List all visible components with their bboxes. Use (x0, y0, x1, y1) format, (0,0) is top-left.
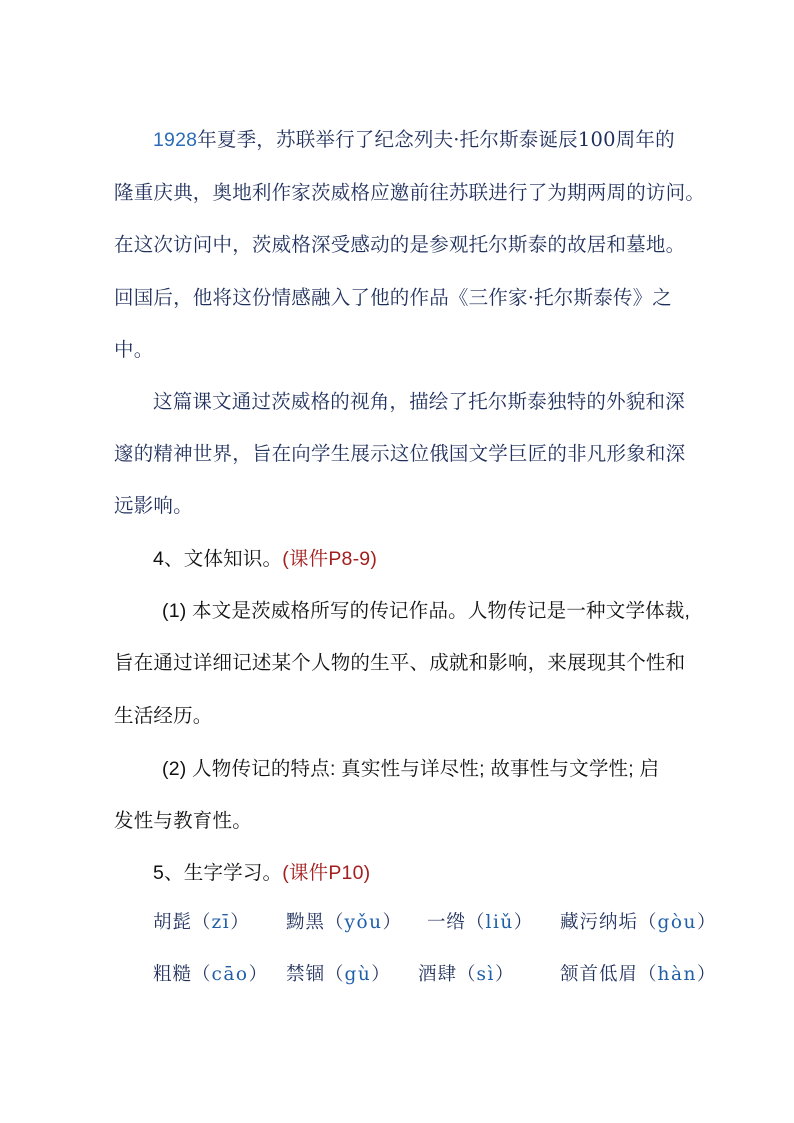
section4-item1-line3: 生活经历。 (114, 705, 213, 727)
paragraph1-line1-text: 年夏季，苏联举行了纪念列夫·托尔斯泰诞辰100周年的 (197, 128, 675, 151)
vocab-item: 粗糙（cāo） (153, 964, 269, 985)
vocab-pinyin: zī (211, 912, 231, 933)
paragraph1-line4: 回国后，他将这份情感融入了他的作品《三作家·托尔斯泰传》之 (114, 286, 672, 309)
vocab-item: 禁锢（gù） (286, 964, 391, 985)
paragraph2-line2: 邃的精神世界，旨在向学生展示这位俄国文学巨匠的非凡形象和深 (114, 442, 686, 465)
vocab-word: 黝黑 (286, 912, 326, 933)
paragraph1-line1 (153, 127, 675, 153)
vocab-word: 胡髭 (153, 912, 193, 933)
vocab-item: 胡髭（zī） (153, 912, 250, 933)
vocab-word: 酒肆 (418, 964, 458, 985)
vocab-item: 藏污纳垢（gòu） (560, 912, 717, 933)
paragraph1-line3: 在这次访问中，茨威格深受感动的是参观托尔斯泰的故居和墓地。 (114, 233, 686, 256)
section5-heading-text: 5、生字学习。 (153, 862, 283, 884)
vocab-word: 禁锢 (286, 964, 326, 985)
section4-item2-line1: (2) 人物传记的特点: 真实性与详尽性; 故事性与文学性; 启 (162, 758, 660, 780)
vocab-pinyin: hàn (657, 964, 697, 985)
section5-ref: (课件P10) (282, 862, 371, 884)
section4-item1-line1: (1) 本文是茨威格所写的传记作品。人物传记是一种文学体裁, (162, 600, 691, 622)
section4-item1-line2: 旨在通过详细记述某个人物的生平、成就和影响，来展现其个性和 (114, 652, 686, 674)
section5-heading (153, 860, 370, 886)
vocab-word: 藏污纳垢 (560, 912, 639, 933)
vocab-pinyin: cāo (211, 964, 249, 985)
vocab-word: 一绺 (427, 912, 467, 933)
paragraph2-line3: 远影响。 (114, 494, 193, 517)
section4-item2-line2: 发性与教育性。 (114, 810, 252, 832)
vocab-item: 酒肆（sì） (418, 964, 515, 985)
vocab-pinyin: gòu (657, 912, 697, 933)
vocab-item: 一绺（liǔ） (427, 912, 534, 933)
vocab-pinyin: liǔ (485, 912, 514, 933)
paragraph1-line5: 中。 (114, 338, 154, 361)
vocab-item: 黝黑（yǒu） (286, 912, 403, 933)
vocab-pinyin: gù (344, 964, 372, 985)
year-text: 1928 (153, 129, 198, 151)
section4-heading (153, 546, 377, 572)
vocab-pinyin: yǒu (344, 912, 383, 933)
section4-ref: (课件P8-9) (282, 548, 378, 570)
vocab-pinyin: sì (476, 964, 495, 985)
vocab-item: 颔首低眉（hàn） (560, 964, 717, 985)
section4-heading-text: 4、文体知识。 (153, 548, 283, 570)
vocab-word: 颔首低眉 (560, 964, 639, 985)
paragraph1-line2: 隆重庆典，奥地利作家茨威格应邀前往苏联进行了为期两周的访问。 (114, 181, 706, 204)
vocab-word: 粗糙 (153, 964, 193, 985)
paragraph2-line1: 这篇课文通过茨威格的视角，描绘了托尔斯泰独特的外貌和深 (153, 390, 685, 413)
